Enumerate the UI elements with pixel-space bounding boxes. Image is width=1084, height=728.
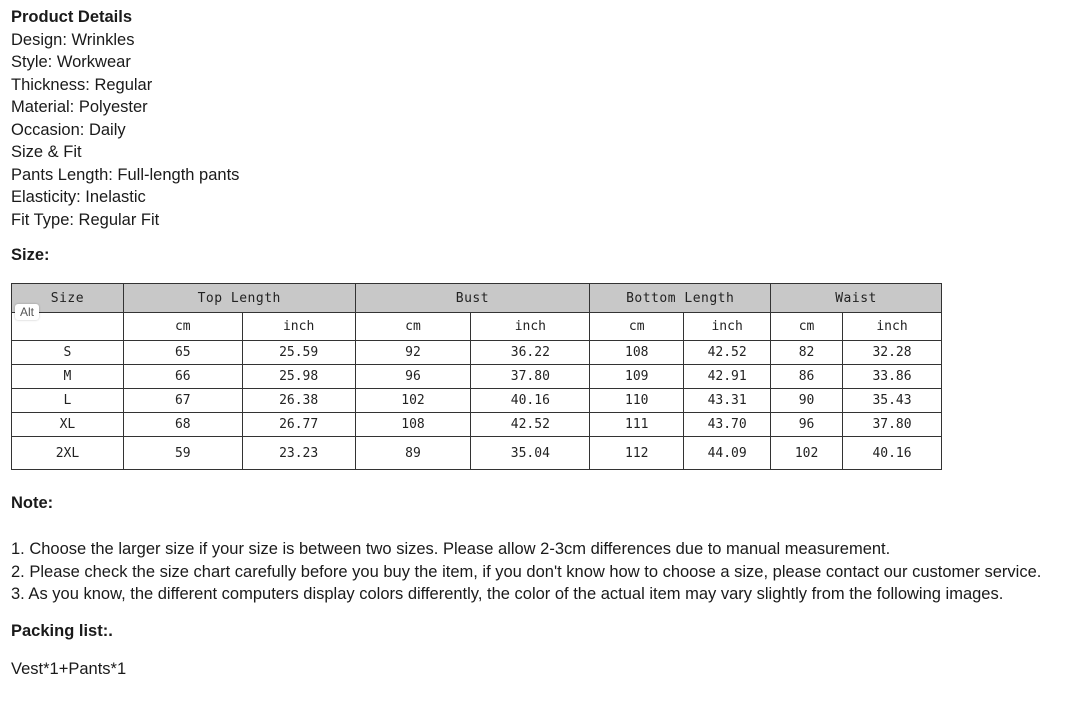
packing-list-text: Vest*1+Pants*1 (11, 660, 127, 678)
detail-line: Occasion: Daily (11, 120, 126, 139)
table-cell: 96 (771, 413, 843, 437)
detail-line: Pants Length: Full-length pants (11, 165, 240, 184)
product-details (11, 6, 239, 231)
table-cell: L (12, 389, 124, 413)
table-cell: 42.52 (684, 341, 771, 365)
units-row (12, 313, 942, 341)
table-cell: 108 (590, 341, 684, 365)
table-cell: 23.23 (242, 437, 355, 470)
table-cell: 42.52 (471, 413, 590, 437)
header-top-length: Top Length (123, 284, 355, 313)
table-cell: 25.98 (242, 365, 355, 389)
table-cell: 40.16 (471, 389, 590, 413)
table-cell: M (12, 365, 124, 389)
table-cell: 44.09 (684, 437, 771, 470)
table-cell: 26.38 (242, 389, 355, 413)
detail-line: Fit Type: Regular Fit (11, 210, 160, 229)
detail-line: Thickness: Regular (11, 75, 153, 94)
table-cell: 92 (355, 341, 471, 365)
table-cell: 90 (771, 389, 843, 413)
table-cell: 86 (771, 365, 843, 389)
table-row (12, 389, 942, 413)
table-cell: 35.04 (471, 437, 590, 470)
table-cell: 67 (123, 389, 242, 413)
table-cell: 110 (590, 389, 684, 413)
product-details-title: Product Details (11, 8, 133, 26)
detail-line: Material: Polyester (11, 98, 148, 116)
table-cell: 43.31 (684, 389, 771, 413)
packing-list-heading: Packing list:. (11, 622, 113, 640)
note-heading: Note: (11, 494, 54, 512)
table-cell: 37.80 (471, 365, 590, 389)
header-waist: Waist (771, 284, 942, 313)
table-cell: 37.80 (843, 413, 942, 437)
unit-cell: inch (471, 313, 590, 341)
unit-cell: inch (242, 313, 355, 341)
table-cell: 26.77 (242, 413, 355, 437)
note-item: 1. Choose the larger size if your size is between two sizes. Please allow 2-3cm differences due to manual measurement. (11, 540, 891, 558)
table-row (12, 365, 942, 389)
table-cell: 66 (123, 365, 242, 389)
table-cell: S (12, 341, 124, 365)
table-cell: 43.70 (684, 413, 771, 437)
table-cell: 65 (123, 341, 242, 365)
note-item: 2. Please check the size chart carefully before you buy the item, if you don't know how to choose a size, please contact our customer service. (11, 562, 1042, 581)
table-cell: 33.86 (843, 365, 942, 389)
table-cell: 109 (590, 365, 684, 389)
table-header-row (12, 284, 942, 313)
table-cell: 68 (123, 413, 242, 437)
detail-line: Style: Workwear (11, 53, 131, 71)
detail-line: Design: Wrinkles (11, 30, 135, 49)
header-size: Size (12, 284, 124, 313)
table-cell: 36.22 (471, 341, 590, 365)
table-cell: 42.91 (684, 365, 771, 389)
table-cell: 108 (355, 413, 471, 437)
unit-cell: cm (771, 313, 843, 341)
table-cell: 112 (590, 437, 684, 470)
unit-cell: cm (123, 313, 242, 341)
table-row (12, 341, 942, 365)
table-cell: 2XL (12, 437, 124, 470)
detail-line: Size & Fit (11, 143, 82, 161)
unit-cell: inch (843, 313, 942, 341)
table-cell: 89 (355, 437, 471, 470)
table-row (12, 413, 942, 437)
detail-line: Elasticity: Inelastic (11, 188, 146, 206)
alt-text-badge[interactable]: Alt (15, 304, 39, 320)
unit-cell: cm (355, 313, 471, 341)
note-item: 3. As you know, the different computers display colors differently, the color of the actual item may vary slightly from the following images. (11, 585, 1004, 603)
table-cell: 82 (771, 341, 843, 365)
table-cell: 40.16 (843, 437, 942, 470)
table-cell: 102 (355, 389, 471, 413)
table-cell: 25.59 (242, 341, 355, 365)
size-chart-table (11, 283, 942, 470)
table-cell: 35.43 (843, 389, 942, 413)
table-cell: 111 (590, 413, 684, 437)
table-cell: 32.28 (843, 341, 942, 365)
size-heading: Size: (11, 246, 50, 264)
table-cell: 59 (123, 437, 242, 470)
header-bust: Bust (355, 284, 590, 313)
notes-list (11, 538, 1041, 606)
unit-cell: cm (590, 313, 684, 341)
table-cell: XL (12, 413, 124, 437)
table-row (12, 437, 942, 470)
header-bottom-length: Bottom Length (590, 284, 771, 313)
table-cell: 96 (355, 365, 471, 389)
table-cell: 102 (771, 437, 843, 470)
unit-cell: inch (684, 313, 771, 341)
